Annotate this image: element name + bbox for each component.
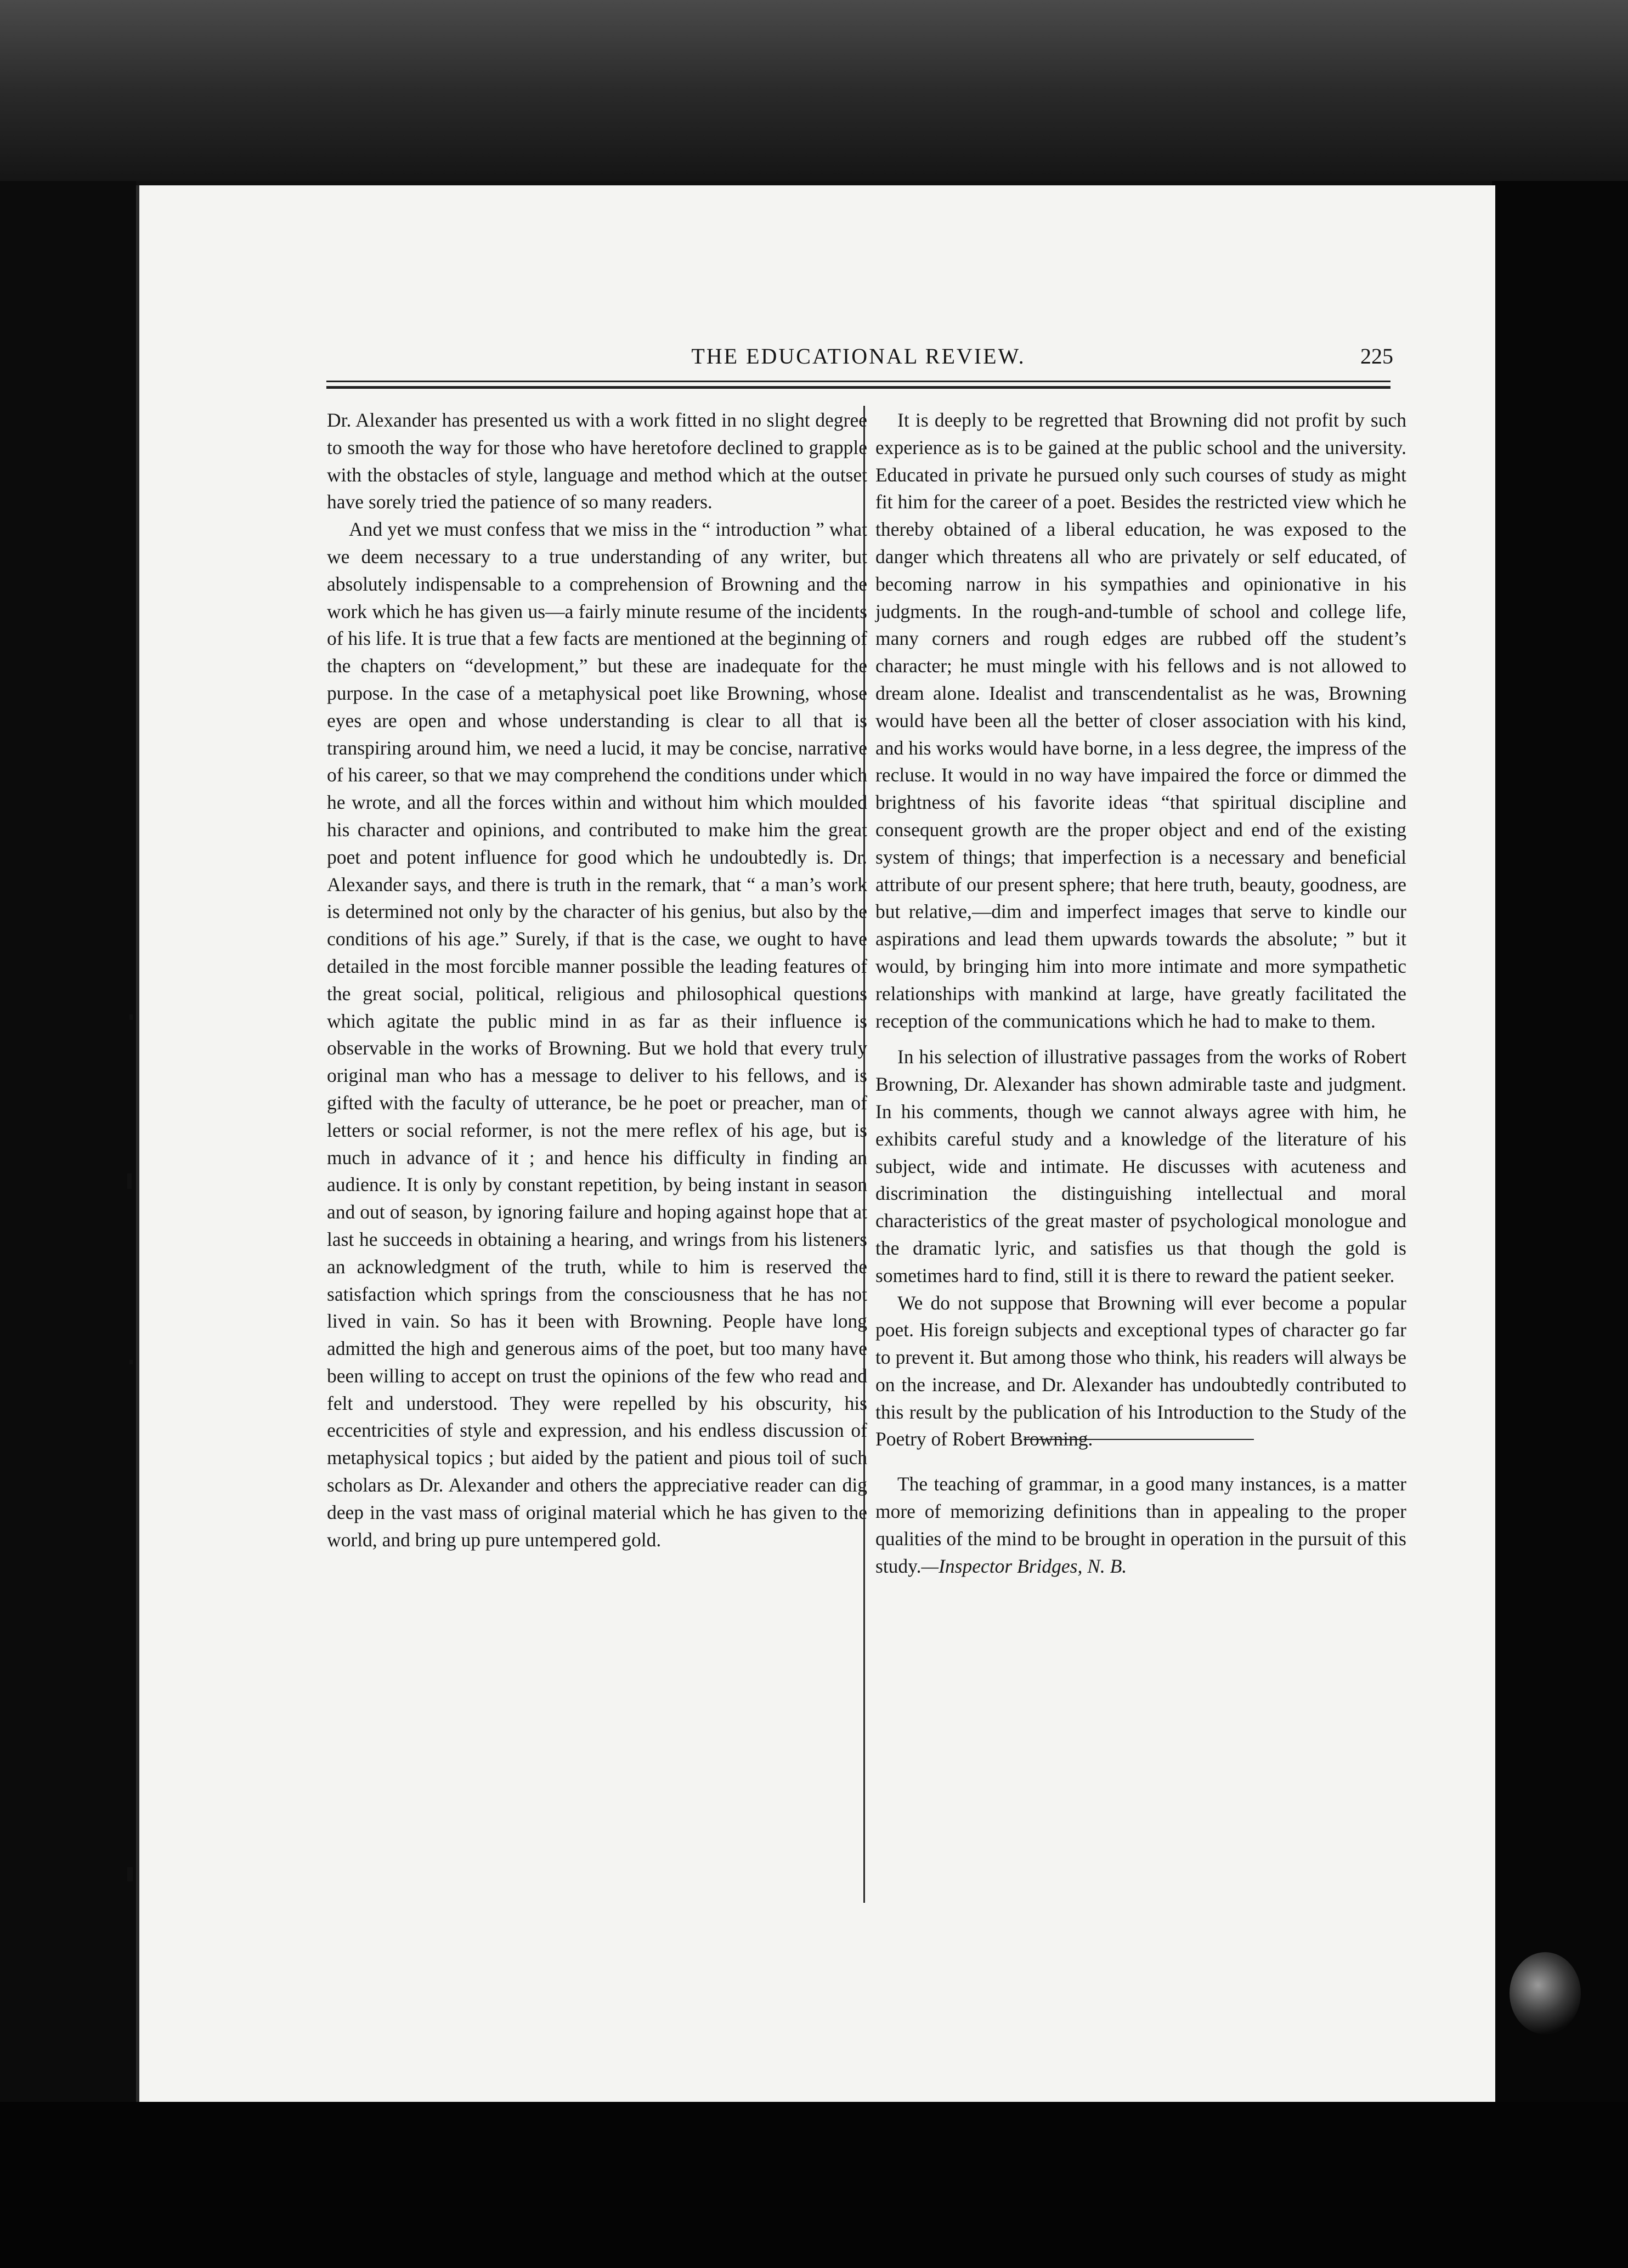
page-header — [324, 340, 1393, 378]
note-text: The teaching of grammar, in a good many instances, is a matter more of memorizing definitions than in appealing to the proper qualities of the mind to be brought in operation in the pursuit of this study. — [875, 1473, 1406, 1577]
margin-mark — [129, 1014, 133, 1020]
left-page-edge — [0, 181, 136, 2111]
journal-title: THE EDUCATIONAL REVIEW. — [691, 344, 1026, 368]
margin-mark — [127, 1867, 133, 1881]
margin-mark — [129, 1360, 133, 1364]
paragraph: And yet we must confess that we miss in the “ introduction ” what we deem necessary to a true understanding of any writer, but absolutely indispensable to a comprehension of Browning and the work which he has given us—a fairly minute resume of the incidents of his life. It is true that a few facts are mentioned at the beginning of the chapters on “development,” but these are inadequate for the purpose. In the case of a metaphysical poet like Browning, whose eyes are open and whose understanding is clear to all that is transpiring around him, we need a lucid, it may be concise, narrative of his career, so that we may comprehend the conditions under which he wrote, and all the forces within and without him which moulded his character and opinions, and contributed to make him the great poet and potent influence for good which he undoubtedly is. Dr. Alexander says, and there is truth in the remark, that “ a man’s work is determined not only by the character of his genius, but also by the conditions of his age.” Surely, if that is the case, we ought to have detailed in the most forcible manner possible the leading features of the great social, political, religious and philosophical questions which agitate the public mind in as far as their influence is observable in the works of Browning. But we hold that every truly original man who has a message to deliver to his fellows, and is gifted with the faculty of utterance, be he poet or preacher, man of letters or social reformer, is not the mere reflex of his age, but is much in advance of it ; and hence his difficulty in finding an audience. It is only by constant repetition, by being instant in season and out of season, by ignoring failure and hoping against hope that at last he succeeds in obtaining a hearing, and wrings from his listeners an acknowledgment of the truth, while to him is reserved the satisfaction which springs from the consciousness that he has not lived in vain. So has it been with Browning. People have long admitted the high and generous aims of the poet, but too many have been willing to accept on trust the opinions of the few who read and felt and understood. They were repelled by his obscurity, his eccentricities of style and expression, and his endless discussion of metaphysical topics ; but aided by the patient and pious toil of such scholars as Dr. Alexander and others the appreciative reader can dig deep in the vast mass of original material which he has given to the world, and bring up pure untempered gold. — [327, 518, 867, 1551]
margin-mark — [127, 1173, 132, 1189]
paragraph: Dr. Alexander has presented us with a work fitted in no slight degree to smooth the way for those who have heretofore declined to grapple with the obstacles of style, language and method which at the outset have sorely tried the patience of so many readers. — [327, 409, 867, 513]
grammar-note — [875, 1471, 1406, 1580]
scan-background-top — [0, 0, 1628, 181]
note-attribution: —Inspector Bridges, N. B. — [921, 1555, 1127, 1577]
left-column — [327, 407, 867, 1553]
binding-clip — [1510, 1952, 1581, 2034]
right-column — [875, 407, 1406, 1580]
header-rule — [326, 381, 1390, 382]
paragraph: We do not suppose that Browning will ever become a popular poet. His foreign subjects and exceptional types of character go far to prevent it. But among those who think, his readers will always be on the increase, and Dr. Alexander has undoubtedly contributed to this result by the publication of his Introduction to the Study of the Poetry of Robert Browning. — [875, 1291, 1406, 1450]
scan-background-bottom — [0, 2102, 1628, 2268]
paragraph: It is deeply to be regretted that Browning did not profit by such experience as is to be gained at the public school and the university. Educated in private he pursued only such courses of study as might fit him for the career of a poet. Besides the restricted view which he thereby obtained of a liberal education, he was exposed to the danger which threatens all who are privately or self educated, of becoming narrow in his sympathies and opinionative in his judgments. In the rough-and-tumble of school and college life, many corners and rough edges are rubbed off the student’s character; he must mingle with his fellows and is not allowed to dream alone. Idealist and transcendentalist as he was, Browning would have been all the better of closer association with his kind, and his works would have borne, in a less degree, the impress of the recluse. It would in no way have impaired the force or dimmed the brightness of his favorite ideas “that spiritual discipline and consequent growth are the proper object and end of the existing system of things; that imperfection is a necessary and beneficial attribute of our present sphere; that here truth, beauty, goodness, are but relative,—dim and imperfect images that serve to kindle our aspirations and lead them upwards towards the absolute; ” but it would, by bringing him into more intimate and more sympathetic relationships with mankind at large, have greatly facilitated the reception of the communications which he had to make to them. — [875, 409, 1406, 1032]
header-rule-double — [326, 386, 1390, 389]
page-number: 225 — [1360, 344, 1393, 368]
scan-background-right — [1492, 181, 1628, 2268]
paragraph: In his selection of illustrative passages from the works of Robert Browning, Dr. Alexander has shown admirable taste and judgment. In his comments, though we cannot always agree with him, he exhibits careful study and a knowledge of the literature of his subject, wide and intimate. He discusses with acuteness and discrimination the distinguishing intellectual and moral characteristics of the great master of psychological monologue and the dramatic lyric, and satisfies us that though the gold is sometimes hard to find, still it is there to reward the patient seeker. — [875, 1046, 1406, 1286]
